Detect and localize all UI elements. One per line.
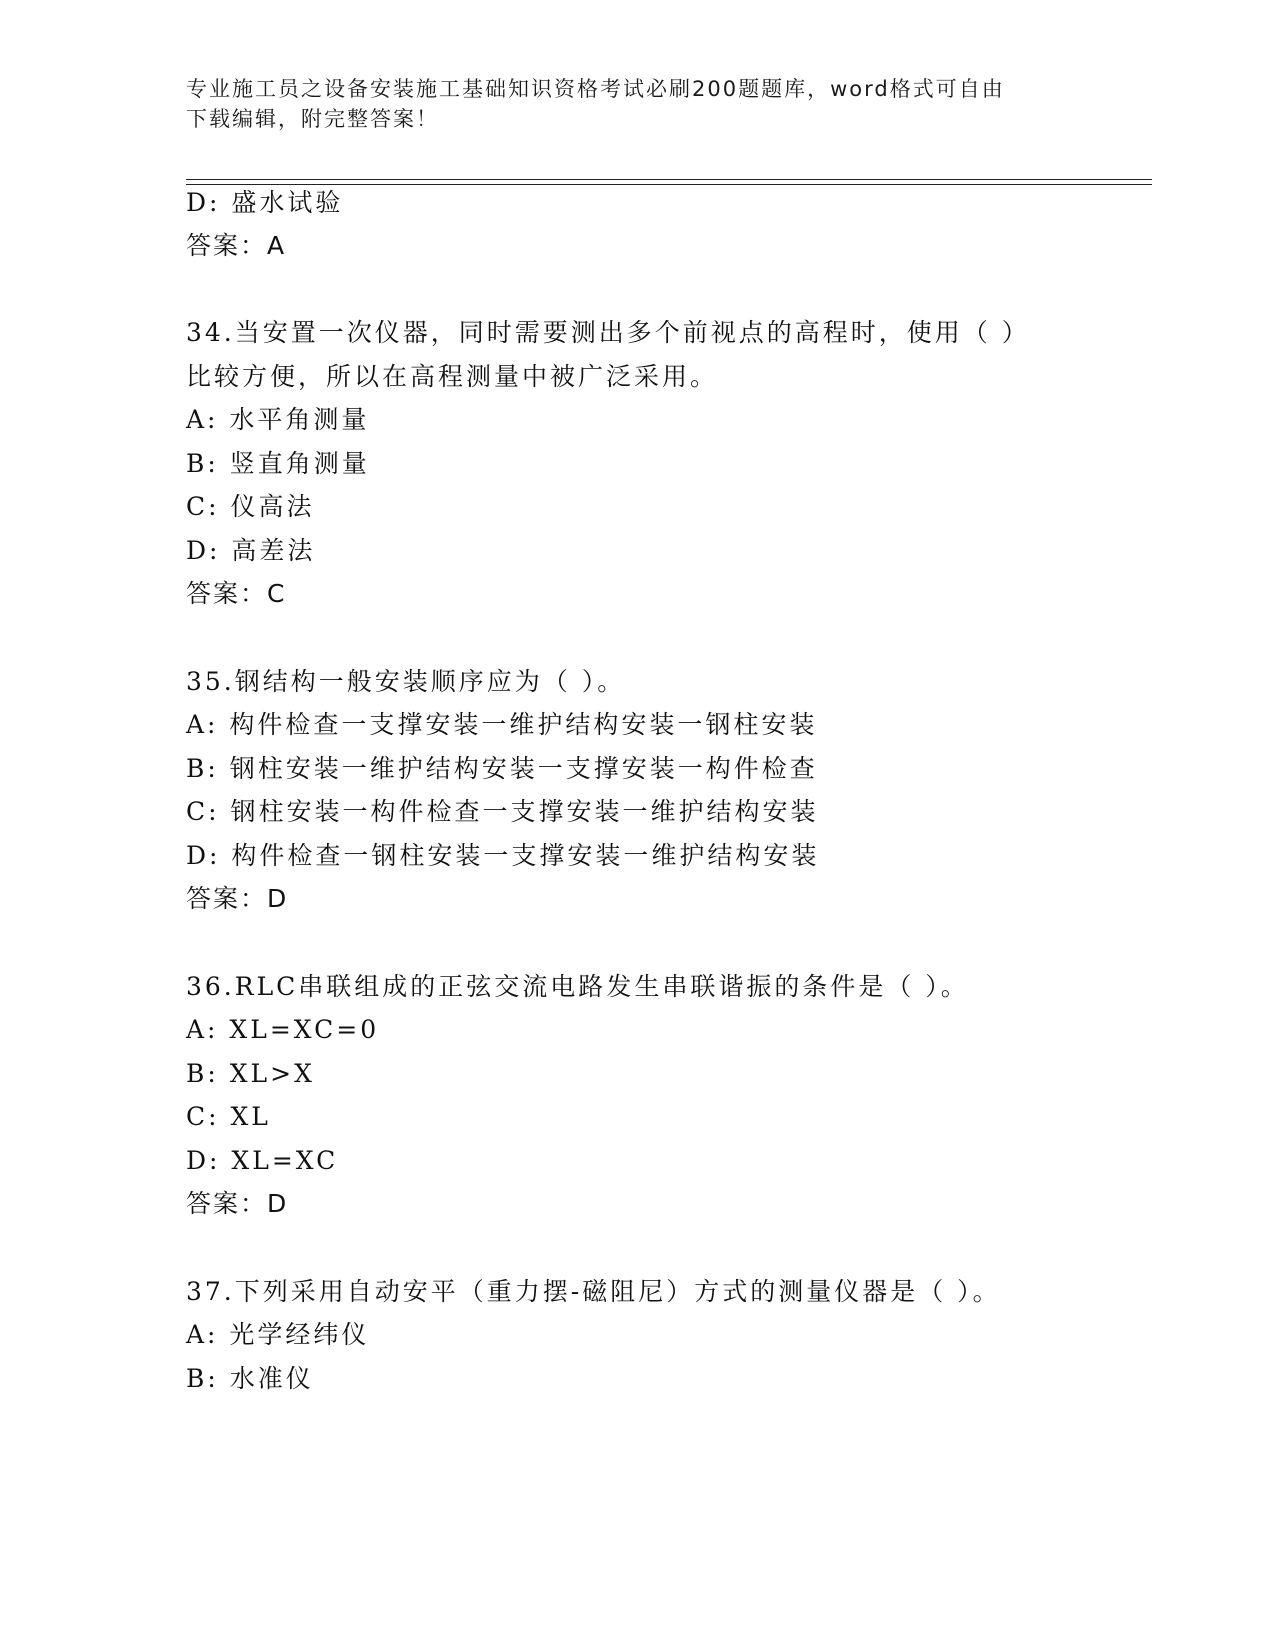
question-text: 36.RLC串联组成的正弦交流电路发生串联谐振的条件是（ ）。: [186, 972, 969, 1001]
header-divider-top: [186, 179, 1152, 180]
answer-line: 答案：A: [186, 231, 287, 260]
option-line: B: 竖直角测量: [186, 449, 370, 478]
answer-line: 答案：C: [186, 579, 287, 608]
question-text: 35.钢结构一般安装顺序应为（ ）。: [186, 667, 626, 696]
option-line: C: XL: [186, 1102, 271, 1131]
option-line: D: XL=XC: [186, 1146, 339, 1175]
header-line-1: 专业施工员之设备安装施工基础知识资格考试必刷200题题库，word格式可自由: [186, 77, 1005, 101]
option-line: C: 钢柱安装一构件检查一支撑安装一维护结构安装: [186, 797, 819, 826]
option-line: B: 钢柱安装一维护结构安装一支撑安装一构件检查: [186, 754, 818, 783]
answer-line: 答案：D: [186, 1189, 289, 1218]
option-line: D: 构件检查一钢柱安装一支撑安装一维护结构安装: [186, 841, 820, 870]
question-text: 34.当安置一次仪器，同时需要测出多个前视点的高程时，使用（ ）: [186, 318, 1030, 347]
option-line: C: 仪高法: [186, 492, 315, 521]
header-line-2: 下载编辑，附完整答案！: [186, 107, 439, 131]
option-line: B: XL>X: [186, 1059, 315, 1088]
option-line: D: 盛水试验: [186, 188, 344, 217]
option-line: A: 构件检查一支撑安装一维护结构安装一钢柱安装: [186, 710, 818, 739]
option-line: B: 水准仪: [186, 1364, 314, 1393]
option-line: A: XL=XC=0: [186, 1015, 380, 1044]
option-line: A: 光学经纬仪: [186, 1320, 370, 1349]
header-divider-bottom: [186, 184, 1152, 185]
answer-line: 答案：D: [186, 884, 289, 913]
question-text: 37.下列采用自动安平（重力摆-磁阻尼）方式的测量仪器是（ ）。: [186, 1277, 1001, 1306]
option-line: A: 水平角测量: [186, 405, 370, 434]
question-text: 比较方便，所以在高程测量中被广泛采用。: [186, 362, 719, 391]
option-line: D: 高差法: [186, 536, 316, 565]
document-header: [186, 74, 1076, 134]
